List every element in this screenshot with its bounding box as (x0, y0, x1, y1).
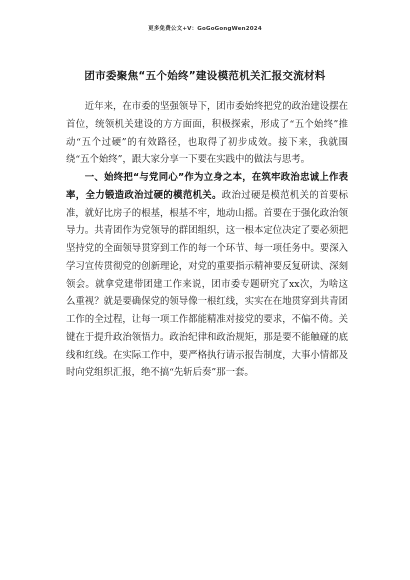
header-note: 更多免费公文+V：GoGoGongWen2024 (148, 26, 262, 32)
document-body (66, 98, 348, 382)
section-one-heading: 一、始终把“与党同心”作为立身之本，在筑牢政治忠诚上作表率，全力锻造政治过硬的模范机关。 (66, 172, 348, 201)
intro-paragraph (66, 98, 348, 169)
intro-paragraph-text: 近年来，在市委的坚强领导下，团市委始终把党的政治建设摆在首位，统领机关建设的方方面面，积极探索，形成了“五个始终”推动“五个过硬”的有效路径，也取得了初步成效。接下来，我就围绕“五个始终”，跟大家分享一下要在实践中的做法与思考。 (66, 101, 348, 166)
document-title: 团市委聚焦“五个始终”建设模范机关汇报交流材料 (84, 70, 326, 82)
section-one-text: 政治过硬是模范机关的首要标准，就好比房子的根基，根基不牢，地动山摇。首要在于强化政治领导力。共青团作为党领导的群团组织，这一根本定位决定了要必须把坚持党的全面领导贯穿到工作的每一个环节、每一项任务中。要深入学习宣传贯彻党的创新理论，对党的重要指示精神要反复研读、深刻领会。就拿党建带团建工作来说，团市委专题研究了xx次，为啥这么重视？就是要确保党的领导像一根红线，实实在在地贯穿到共青团工作的全过程，让每一项工作都能精准对接党的要求，不偏不倚。关键在于提升政治领悟力。政治纪律和政治规矩，那是要不能触碰的底线和红线。在实际工作中，要严格执行请示报告制度，大事小情都及时向党组织汇报，绝不搞“先斩后奏”那一套。 (66, 189, 348, 379)
section-one-paragraph (66, 169, 348, 382)
